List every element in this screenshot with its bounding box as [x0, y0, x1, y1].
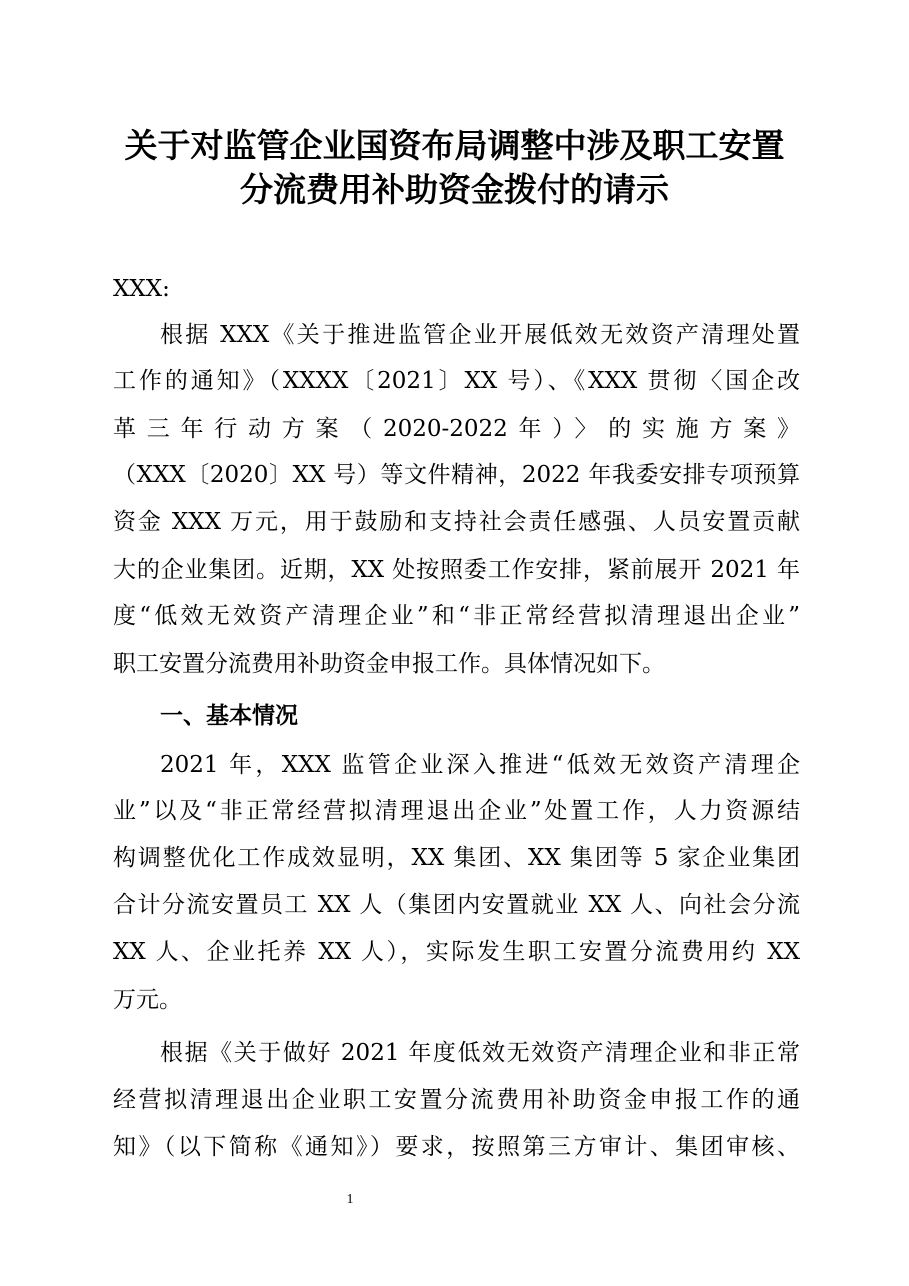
page-number: 1 — [346, 1192, 354, 1207]
paragraph-3-line-3: 知》（以下简称《通知》）要求，按照第三方审计、集团审核、 — [113, 1134, 800, 1160]
paragraph-1-line-5: 资金 XXX 万元，用于鼓励和支持社会责任感强、人员安置贡献 — [113, 509, 800, 535]
paragraph-2-line-4: 合计分流安置员工 XX 人（集团内安置就业 XX 人、向社会分流 — [113, 892, 800, 918]
paragraph-2-line-5: XX 人、企业托养 XX 人），实际发生职工安置分流费用约 XX — [113, 939, 800, 965]
paragraph-1-line-3: 革三年行动方案（2020-2022年）〉的实施方案》 — [113, 416, 800, 442]
paragraph-1-line-4: （XXX〔2020〕XX 号）等文件精神，2022 年我委安排专项预算 — [113, 462, 800, 488]
paragraph-1-line-1: 根据 XXX《关于推进监管企业开展低效无效资产清理处置 — [160, 322, 800, 348]
section-heading-basic-situation: 一、基本情况 — [160, 703, 298, 729]
paragraph-3-line-2: 经营拟清理退出企业职工安置分流费用补助资金申报工作的通 — [113, 1087, 800, 1113]
paragraph-1-line-2: 工作的通知》（XXXX〔2021〕XX 号）、《XXX 贯彻〈国企改 — [113, 368, 800, 394]
paragraph-1-line-7: 度“低效无效资产清理企业”和“非正常经营拟清理退出企业” — [113, 603, 800, 629]
paragraph-1-line-8: 职工安置分流费用补助资金申报工作。具体情况如下。 — [113, 651, 665, 677]
salutation: XXX: — [113, 276, 170, 302]
paragraph-2-line-2: 业”以及“非正常经营拟清理退出企业”处置工作，人力资源结 — [113, 798, 800, 824]
paragraph-1-line-6: 大的企业集团。近期，XX 处按照委工作安排，紧前展开 2021 年 — [113, 557, 800, 583]
document-title-line-1: 关于对监管企业国资布局调整中涉及职工安置 — [124, 126, 785, 165]
paragraph-3-line-1: 根据《关于做好 2021 年度低效无效资产清理企业和非正常 — [160, 1040, 800, 1066]
paragraph-2-line-3: 构调整优化工作成效显明，XX 集团、XX 集团等 5 家企业集团 — [113, 845, 800, 871]
document-title-line-2: 分流费用补助资金拨付的请示 — [240, 170, 669, 209]
paragraph-2-line-6: 万元。 — [113, 987, 182, 1013]
paragraph-2-line-1: 2021 年，XXX 监管企业深入推进“低效无效资产清理企 — [160, 752, 800, 778]
